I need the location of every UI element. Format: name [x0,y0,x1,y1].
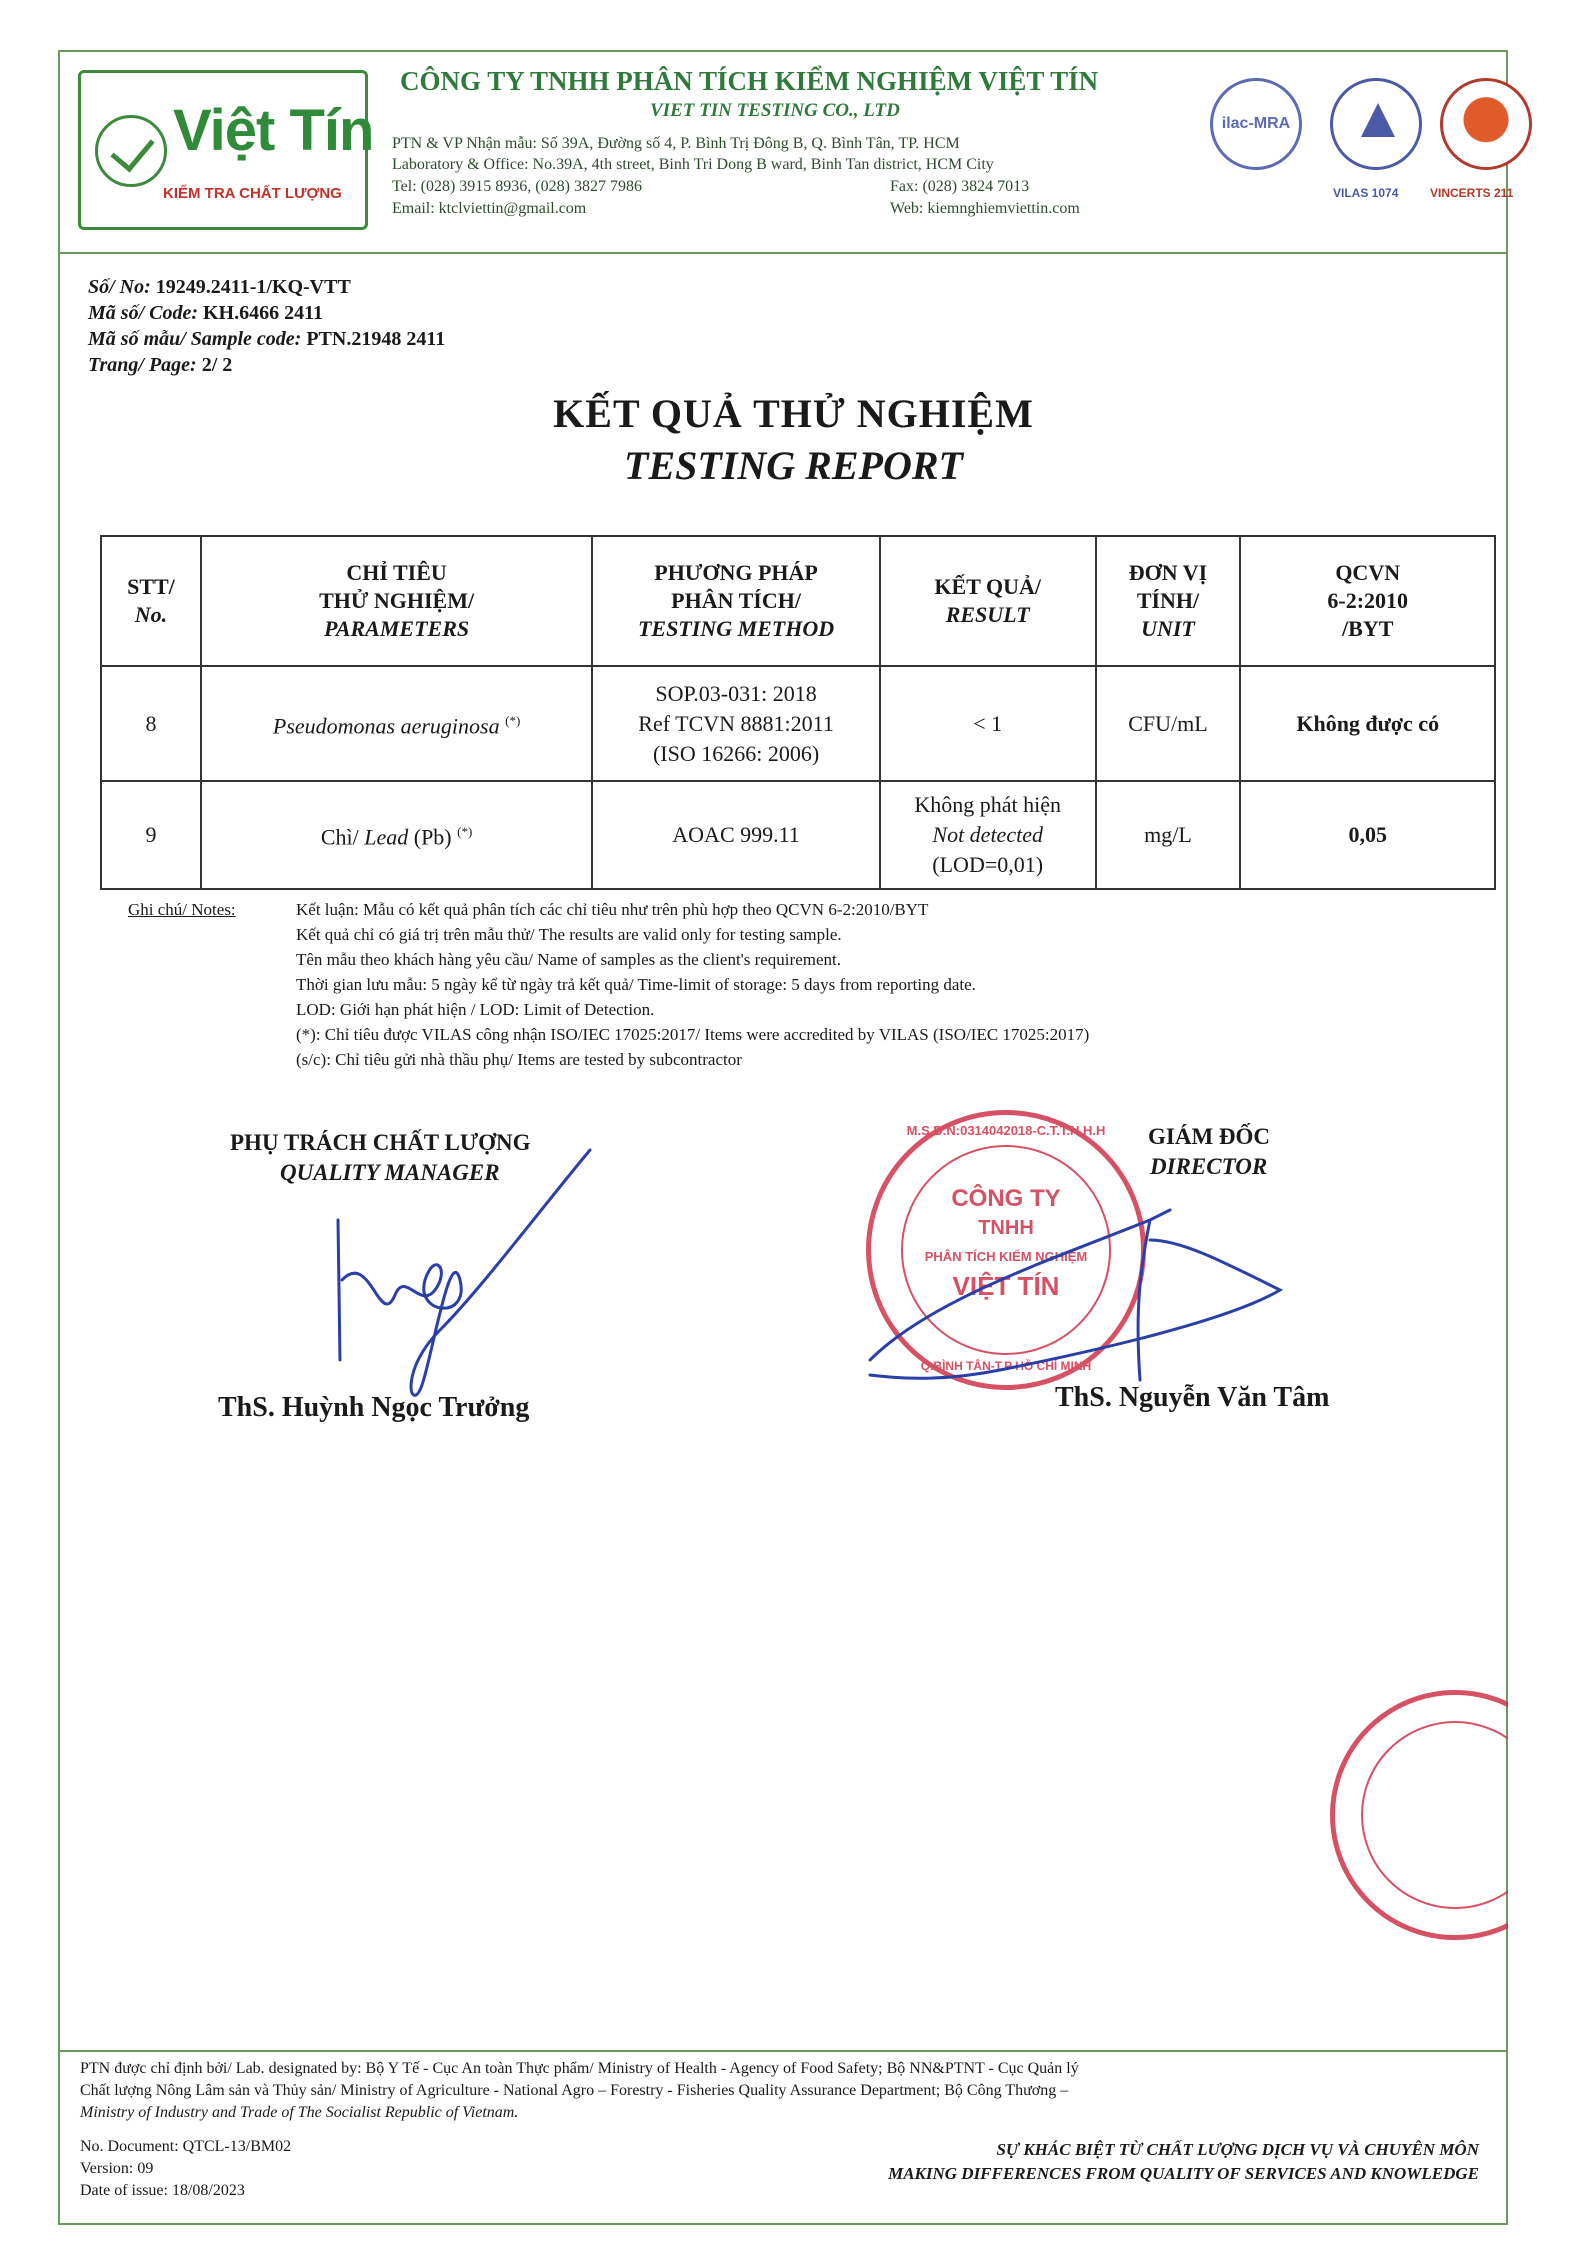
document-number: No. Document: QTCL-13/BM02 [80,2138,292,2155]
address-en: Laboratory & Office: No.39A, 4th street, Binh Tri Dong B ward, Binh Tan district, HCM City [392,156,994,173]
stamp-line-4: VIỆT TÍN [952,1271,1060,1301]
row-result: Không phát hiện Not detected (LOD=0,01) [880,781,1096,889]
row-parameter: Chì/ Lead (Pb) (*) [201,781,592,889]
note-line: Kết quả chỉ có giá trị trên mẫu thử/ The results are valid only for testing sample. [296,925,842,944]
issue-date: Date of issue: 18/08/2023 [80,2182,245,2199]
designation-line-1: PTN được chỉ định bởi/ Lab. designated by: Bộ Y Tế - Cục An toàn Thực phẩm/ Ministry of Health - Agency of Food Safety; Bộ NN&PTNT - Cục Quản lý [80,2060,1079,2077]
ilac-mra-badge [1210,78,1302,170]
note-line: Thời gian lưu mẫu: 5 ngày kể từ ngày trả kết quả/ Time-limit of storage: 5 days from reporting date. [296,975,976,994]
designation-line-3: Ministry of Industry and Trade of The Socialist Republic of Vietnam. [80,2104,519,2121]
slogan-vi: SỰ KHÁC BIỆT TỪ CHẤT LƯỢNG DỊCH VỤ VÀ CHUYÊN MÔN [996,2140,1479,2159]
report-title-vi: KẾT QUẢ THỬ NGHIỆM [553,391,1034,436]
header-method: PHƯƠNG PHÁP PHÂN TÍCH/ TESTING METHOD [592,536,880,666]
note-line: Kết luận: Mẫu có kết quả phân tích các chỉ tiêu như trên phù hợp theo QCVN 6-2:2010/BYT [296,900,929,919]
header-qcvn: QCVN 6-2:2010 /BYT [1240,536,1495,666]
row-limit: 0,05 [1240,781,1495,889]
logo-tagline: KIỂM TRA CHẤT LƯỢNG [163,185,342,202]
quality-manager-title-vi: PHỤ TRÁCH CHẤT LƯỢNG [230,1130,531,1155]
company-name-vi: CÔNG TY TNHH PHÂN TÍCH KIỂM NGHIỆM VIỆT TÍN [400,66,1099,96]
email: Email: ktclviettin@gmail.com [392,200,587,217]
page-number: Trang/ Page: 2/ 2 [88,354,233,376]
note-line: LOD: Giới hạn phát hiện / LOD: Limit of Detection. [296,1000,655,1019]
company-name-en: VIET TIN TESTING CO., LTD [650,100,900,121]
stamp-line-3: PHÂN TÍCH KIỂM NGHIỆM [924,1249,1088,1264]
director-signature [850,1180,1300,1410]
row-unit: mg/L [1096,781,1241,889]
header-stt: STT/ No. [101,536,201,666]
row-no: 8 [101,666,201,781]
edge-stamp-icon [1330,1690,1508,1940]
logo-name: Việt Tín [173,98,374,163]
stamp-ring-top: M.S.D.N:0314042018-C.T.T.N.H.H [906,1123,1106,1138]
note-line: (s/c): Chỉ tiêu gửi nhà thầu phụ/ Items are tested by subcontractor [296,1050,742,1069]
document-version: Version: 09 [80,2160,154,2177]
note-line: (*): Chỉ tiêu được VILAS công nhận ISO/IEC 17025:2017/ Items were accredited by VILAS (ISO/IEC 17025:2017) [296,1025,1090,1044]
header-divider [58,252,1508,254]
row-no: 9 [101,781,201,889]
vilas-caption: VILAS 1074 [1333,186,1399,200]
row-method: SOP.03-031: 2018 Ref TCVN 8881:2011 (ISO 16266: 2006) [592,666,880,781]
report-number: Số/ No: 19249.2411-1/KQ-VTT [88,276,351,298]
check-circle-icon [95,115,167,187]
row-method: AOAC 999.11 [592,781,880,889]
footer-divider [58,2050,1508,2052]
table-header-row [101,536,1495,666]
company-logo [78,70,374,230]
stamp-ring-bottom: Q.BÌNH TÂN-T.P HỒ CHÍ MINH [920,1359,1092,1373]
slogan-en: MAKING DIFFERENCES FROM QUALITY OF SERVICES AND KNOWLEDGE [888,2164,1479,2183]
header-parameters: CHỈ TIÊU THỬ NGHIỆM/ PARAMETERS [201,536,592,666]
report-code: Mã số/ Code: KH.6466 2411 [88,302,324,324]
vicerts-caption: VINCERTS 211 [1430,186,1514,200]
address-vi: PTN & VP Nhận mẫu: Số 39A, Đường số 4, P. Bình Trị Đông B, Q. Bình Tân, TP. HCM [392,135,960,152]
designation-line-2: Chất lượng Nông Lâm sản và Thủy sản/ Ministry of Agriculture - National Agro – Forestry - Fisheries Quality Assurance Department; Bộ Công Thương – [80,2082,1069,2099]
row-limit: Không được có [1240,666,1495,781]
edge-stamp-clip [1310,1690,1508,1950]
telephone: Tel: (028) 3915 8936, (028) 3827 7986 [392,178,642,195]
header-unit: ĐƠN VỊ TÍNH/ UNIT [1096,536,1241,666]
director-title-vi: GIÁM ĐỐC [1148,1124,1271,1149]
notes-label: Ghi chú/ Notes: [128,900,236,919]
ilac-label: ilac-MRA [1221,115,1291,132]
header-result: KẾT QUẢ/ RESULT [880,536,1096,666]
row-result: < 1 [880,666,1096,781]
sample-code: Mã số mẫu/ Sample code: PTN.21948 2411 [88,328,446,350]
quality-manager-title-en: QUALITY MANAGER [280,1160,500,1185]
table-row [101,781,1495,889]
note-line: Tên mẫu theo khách hàng yêu cầu/ Name of samples as the client's requirement. [296,950,841,969]
results-table [100,535,1496,890]
vilas-badge-icon [1330,78,1422,170]
row-unit: CFU/mL [1096,666,1241,781]
fax: Fax: (028) 3824 7013 [890,178,1030,195]
director-name: ThS. Nguyễn Văn Tâm [1055,1382,1330,1413]
website: Web: kiemnghiemviettin.com [890,200,1080,217]
stamp-line-2: TNHH [978,1217,1034,1239]
quality-manager-signature [310,1130,630,1420]
vicerts-badge-icon [1440,78,1532,170]
table-row [101,666,1495,781]
stamp-line-1: CÔNG TY [951,1185,1061,1212]
director-title-en: DIRECTOR [1150,1154,1268,1179]
quality-manager-name: ThS. Huỳnh Ngọc Trưởng [218,1392,530,1423]
report-title-en: TESTING REPORT [624,443,963,488]
row-parameter: Pseudomonas aeruginosa (*) [201,666,592,781]
